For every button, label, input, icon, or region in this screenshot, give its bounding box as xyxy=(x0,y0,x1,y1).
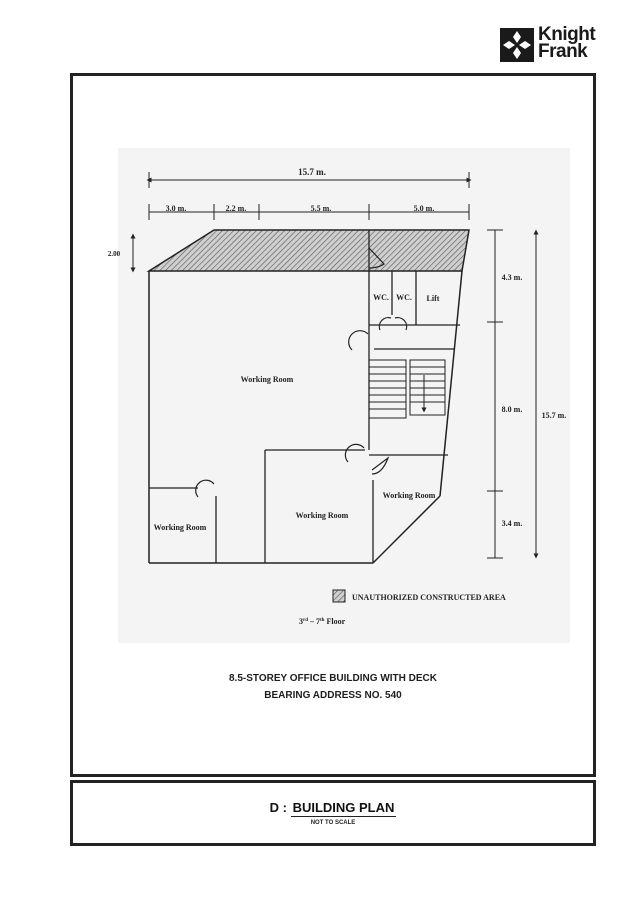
plan-caption xyxy=(70,670,596,704)
room-lift: Lift xyxy=(426,294,440,303)
logo-name-line2: Frank xyxy=(538,41,588,62)
room-working-left: Working Room xyxy=(153,523,207,532)
legend-label: UNAUTHORIZED CONSTRUCTED AREA xyxy=(352,593,506,602)
dim-seg4: 5.0 m. xyxy=(413,204,435,213)
footer-title-text: BUILDING PLAN xyxy=(292,800,395,815)
caption-line2: BEARING ADDRESS NO. 540 xyxy=(264,690,402,701)
footer-subtitle: NOT TO SCALE xyxy=(310,820,356,826)
dim-total-width: 15.7 m. xyxy=(298,167,326,177)
dim-right-total: 15.7 m. xyxy=(541,411,567,420)
dim-right3: 3.4 m. xyxy=(501,519,523,528)
room-working-right: Working Room xyxy=(382,491,436,500)
floor-label: 3rd – 7th Floor xyxy=(299,617,346,626)
dim-right1: 4.3 m. xyxy=(501,273,523,282)
room-working-center: Working Room xyxy=(295,511,349,520)
caption-line1: 8.5-STOREY OFFICE BUILDING WITH DECK xyxy=(229,673,437,684)
room-wc-1: WC. xyxy=(373,293,389,302)
dim-right2: 8.0 m. xyxy=(501,405,523,414)
scan-background xyxy=(118,148,570,643)
footer-title xyxy=(70,800,596,817)
dim-seg3: 5.5 m. xyxy=(310,204,332,213)
footer-title-prefix: D : xyxy=(269,800,287,815)
dim-left-offset: 2.00 xyxy=(107,250,121,258)
legend-hatch-swatch xyxy=(333,590,345,602)
room-wc-2: WC. xyxy=(396,293,412,302)
dim-seg2: 2.2 m. xyxy=(225,204,247,213)
room-working-main: Working Room xyxy=(240,375,294,384)
logo-name-line1: Knight xyxy=(538,24,596,45)
dim-seg1: 3.0 m. xyxy=(165,204,187,213)
